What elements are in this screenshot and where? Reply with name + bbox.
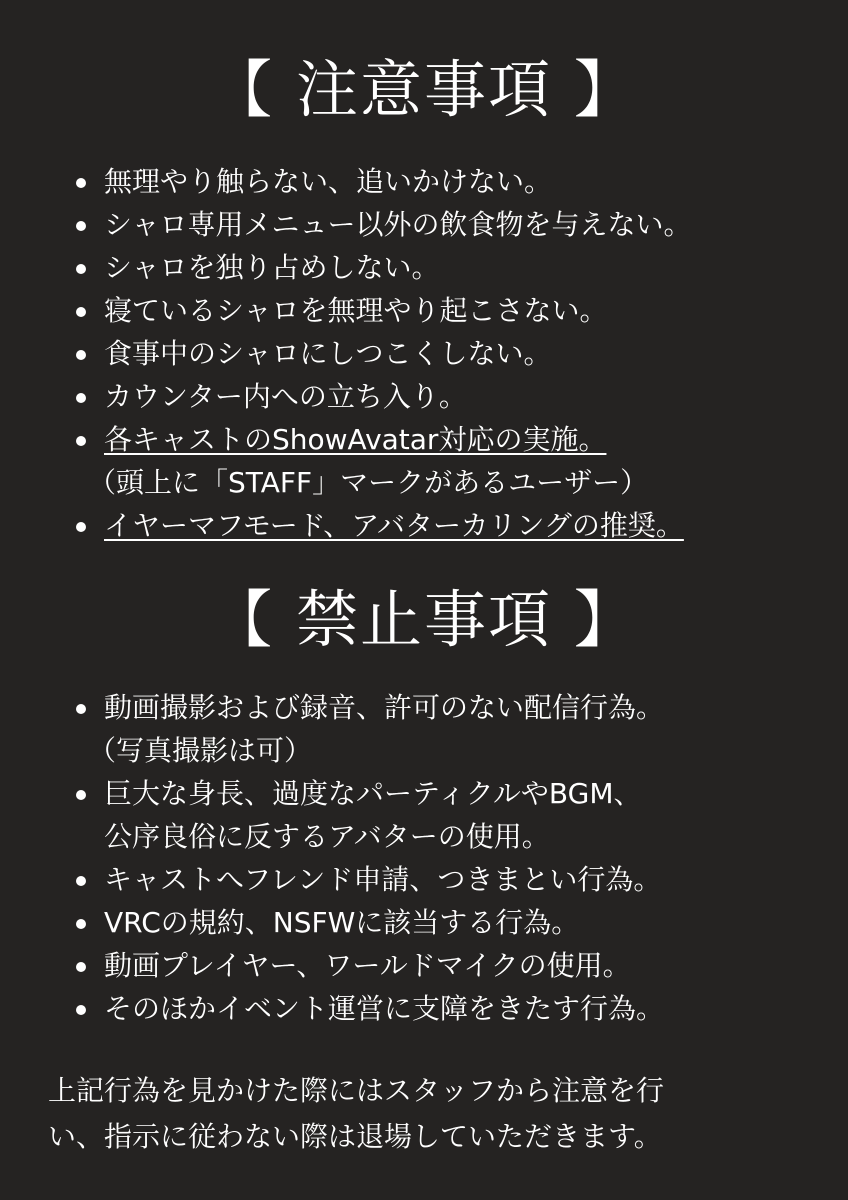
bullet-icon — [76, 393, 86, 403]
prohibited-item — [0, 686, 664, 772]
prohibited-item-text: VRCの規約、NSFWに該当する行為。 — [104, 906, 580, 939]
caution-item — [0, 203, 691, 246]
bullet-icon — [76, 436, 86, 446]
bullet-icon — [76, 522, 86, 532]
caution-item — [0, 246, 691, 289]
prohibited-item-subtext: 公序良俗に反するアバターの使用。 — [104, 820, 550, 853]
caution-heading: 【 注意事項 】 — [210, 53, 638, 126]
bullet-icon — [76, 307, 86, 317]
prohibited-item-text: そのほかイベント運営に支障をきたす行為。 — [104, 992, 665, 1025]
prohibited-item-text: 動画プレイヤー、ワールドマイクの使用。 — [104, 949, 631, 982]
caution-item — [0, 375, 691, 418]
caution-item-text: 寝ているシャロを無理やり起こさない。 — [104, 294, 608, 327]
bullet-icon — [76, 790, 86, 800]
prohibited-item — [0, 772, 664, 858]
caution-list — [0, 160, 691, 547]
bullet-icon — [76, 264, 86, 274]
prohibited-item — [0, 901, 664, 944]
caution-item-text: シャロを独り占めしない。 — [104, 251, 440, 284]
footer-line: い、指示に従わない際は退場していただきます。 — [48, 1120, 662, 1153]
bullet-icon — [76, 919, 86, 929]
prohibited-item — [0, 987, 664, 1030]
caution-item-text: シャロ専用メニュー以外の飲食物を与えない。 — [104, 208, 692, 241]
caution-item-text: 各キャストのShowAvatar対応の実施。 — [104, 423, 607, 456]
caution-item-text: 無理やり触らない、追いかけない。 — [104, 165, 553, 198]
caution-item-showavatar — [0, 418, 691, 504]
bullet-icon — [76, 1005, 86, 1015]
footer-line: 上記行為を見かけた際にはスタッフから注意を行 — [48, 1074, 665, 1107]
caution-item — [0, 332, 691, 375]
bullet-icon — [76, 178, 86, 188]
prohibited-item-text: キャストへフレンド申請、つきまとい行為。 — [104, 863, 662, 896]
caution-item-earmuff — [0, 504, 691, 547]
caution-item-subtext: （頭上に「STAFF」マークがあるユーザー） — [88, 466, 649, 499]
prohibited-item — [0, 944, 664, 987]
prohibited-item-subtext: （写真撮影は可） — [88, 734, 313, 767]
bullet-icon — [76, 221, 86, 231]
footer-note — [48, 1068, 818, 1160]
caution-item-text: 食事中のシャロにしつこくしない。 — [104, 337, 552, 370]
bullet-icon — [76, 350, 86, 360]
prohibited-item-text: 巨大な身長、過度なパーティクルやBGM、 — [104, 777, 642, 810]
prohibited-item — [0, 858, 664, 901]
bullet-icon — [76, 876, 86, 886]
caution-item-text: イヤーマフモード、アバターカリングの推奨。 — [104, 509, 684, 542]
caution-item — [0, 160, 691, 203]
caution-item — [0, 289, 691, 332]
bullet-icon — [76, 704, 86, 714]
caution-item-text: カウンター内への立ち入り。 — [104, 380, 467, 413]
prohibited-item-text: 動画撮影および録音、許可のない配信行為。 — [104, 691, 665, 724]
bullet-icon — [76, 962, 86, 972]
prohibited-list — [0, 686, 664, 1030]
prohibited-heading: 【 禁止事項 】 — [210, 583, 638, 656]
